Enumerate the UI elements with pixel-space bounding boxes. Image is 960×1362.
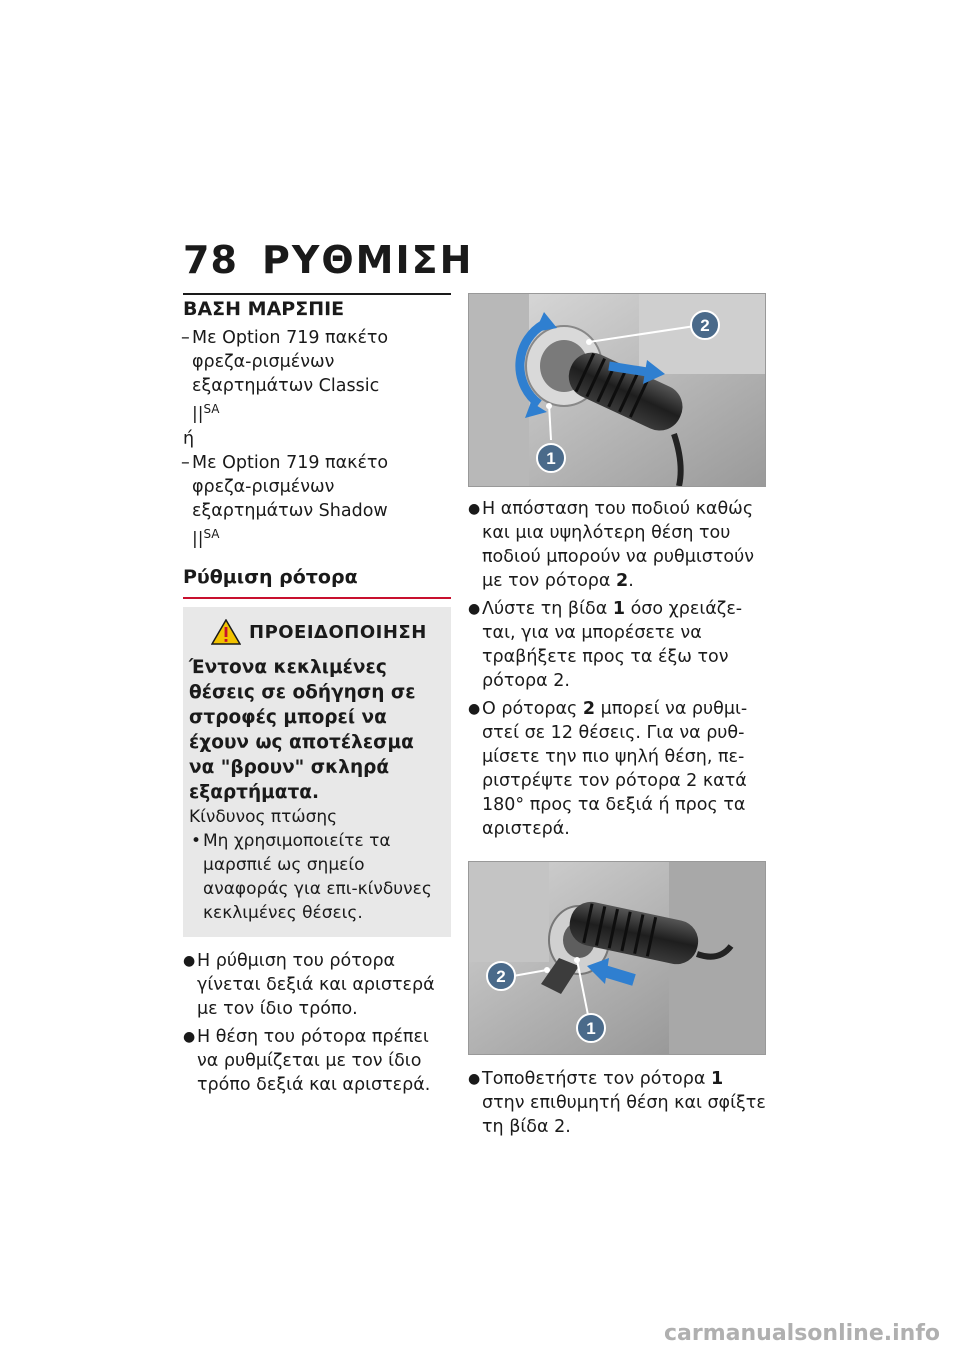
list-item: ● Λύστε τη βίδα 1 όσο χρειάζε-ται, για να μπορέσετε να τραβήξετε προς τα έξω τον ρότορα 2. [468,599,743,691]
callout-1: 1 [586,1019,596,1038]
list-item: ● Η ρύθμιση του ρότορα γίνεται δεξιά και αριστερά με τον ίδιο τρόπο. [183,951,435,1019]
page-title: ΡΥΘΜΙΣΗ [262,238,474,282]
callout-2: 2 [700,316,710,335]
or-text: ή [183,429,195,449]
page-number: 78 [183,238,238,282]
footpeg-photo-2 [468,861,766,1055]
right-column [468,293,768,1139]
warning-risk: Κίνδυνος πτώσης [189,807,338,827]
sa-badge: $||^{SA}$ [192,527,220,549]
subsection-title: Ρύθμιση ρότορα [183,566,451,599]
section-title: ΒΑΣΗ ΜΑΡΣΠΙΕ [183,293,451,320]
list-item: ● Τοποθετήστε τον ρότορα 1 στην επιθυμητή θέση και σφίξτε τη βίδα 2. [468,1069,766,1137]
warning-triangle-icon [211,619,241,645]
left-column [183,293,451,1097]
warning-statement: Έντονα κεκλιμένες θέσεις σε οδήγηση σε στροφές μπορεί να έχουν ως αποτέλεσμα να "βρουν" σκληρά εξαρτήματα. [189,657,416,803]
list-item: ● Η θέση του ρότορα πρέπει να ρυθμίζεται με τον ίδιο τρόπο δεξιά και αριστερά. [183,1027,431,1095]
callout-2: 2 [496,967,506,986]
list-item: ● Ο ρότορας 2 μπορεί να ρυθμι-στεί σε 12 θέσεις. Για να ρυθ-μίσετε την πιο ψηλή θέση, πε-ριστρέψτε τον ρότορα 2 κατά 180° προς τα δεξιά ή προς τα αριστερά. [468,699,748,839]
callout-1: 1 [546,449,556,468]
list-item: ● Η απόσταση του ποδιού καθώς και μια υψηλότερη θέση του ποδιού μπορούν να ρυθμιστούν με τον ρότορα 2. [468,499,755,591]
sa-badge: $||^{SA}$ [192,402,220,424]
option-item: – Με Option 719 πακέτο φρεζα-ρισμένων εξαρτημάτων Shadow [181,453,389,521]
option-item: – Με Option 719 πακέτο φρεζα-ρισμένων εξαρτημάτων Classic [181,328,389,396]
warning-box [183,607,451,937]
footpeg-photo-1 [468,293,766,487]
warning-header [211,619,443,645]
footer-watermark: carmanualsonline.info [664,1321,940,1346]
warning-bullet: • Μη χρησιμοποιείτε τα μαρσπιέ ως σημείο αναφοράς για επι-κίνδυνες κεκλιμένες θέσεις. [191,831,432,923]
warning-label: ΠΡΟΕΙΔΟΠΟΙΗΣΗ [249,621,427,643]
